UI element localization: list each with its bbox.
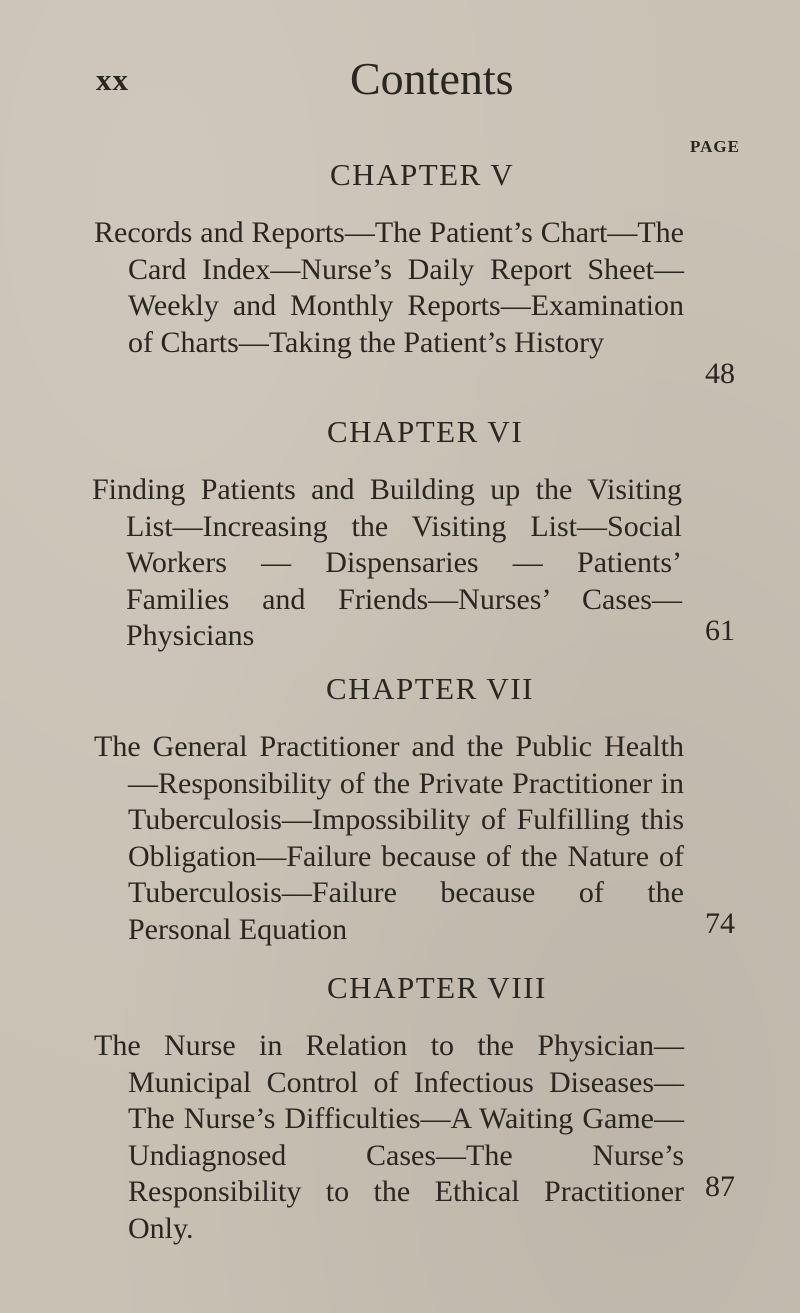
chapter-entry <box>94 729 684 949</box>
chapter-entry <box>94 215 684 361</box>
chapter-entry <box>94 1028 684 1248</box>
page-number: 87 <box>705 1170 735 1203</box>
running-head-title: Contents <box>350 53 514 104</box>
page-number: 48 <box>705 357 735 390</box>
chapter-entry-text: The General Practitioner and the Public Health—Responsibility of the Private Practitioner in Tuberculosis—Impossibility of Fulfilling this Obligation—Failure because of the Nature of Tuberculosis—Failure because of the Personal Equation <box>94 730 684 946</box>
chapter-entry <box>92 472 682 655</box>
chapter-heading: CHAPTER VI <box>327 414 524 449</box>
page-folio: xx <box>96 62 129 97</box>
chapter-entry-text: The Nurse in Relation to the Physician—Municipal Control of Infectious Diseases—The Nurse’s Difficulties—A Waiting Game—Undiagnosed Cases—The Nurse’s Responsibility to the Ethical Practitioner Only. <box>94 1029 684 1245</box>
page-number: 61 <box>705 614 735 647</box>
chapter-heading: CHAPTER VII <box>326 671 534 706</box>
chapter-entry-text: Records and Reports—The Patient’s Chart—The Card Index—Nurse’s Daily Report Sheet—Weekly and Monthly Reports—Examination of Charts—Taking the Patient’s History <box>94 216 684 359</box>
page-column-label: PAGE <box>690 137 740 156</box>
chapter-entry-text: Finding Patients and Building up the Visiting List—Increasing the Visiting List—Social Workers — Dispensaries — Patients’ Families and Friends—Nurses’ Cases—Physicians <box>92 473 682 653</box>
chapter-heading: CHAPTER VIII <box>327 970 547 1005</box>
page-number: 74 <box>705 907 735 940</box>
chapter-heading: CHAPTER V <box>330 157 515 192</box>
